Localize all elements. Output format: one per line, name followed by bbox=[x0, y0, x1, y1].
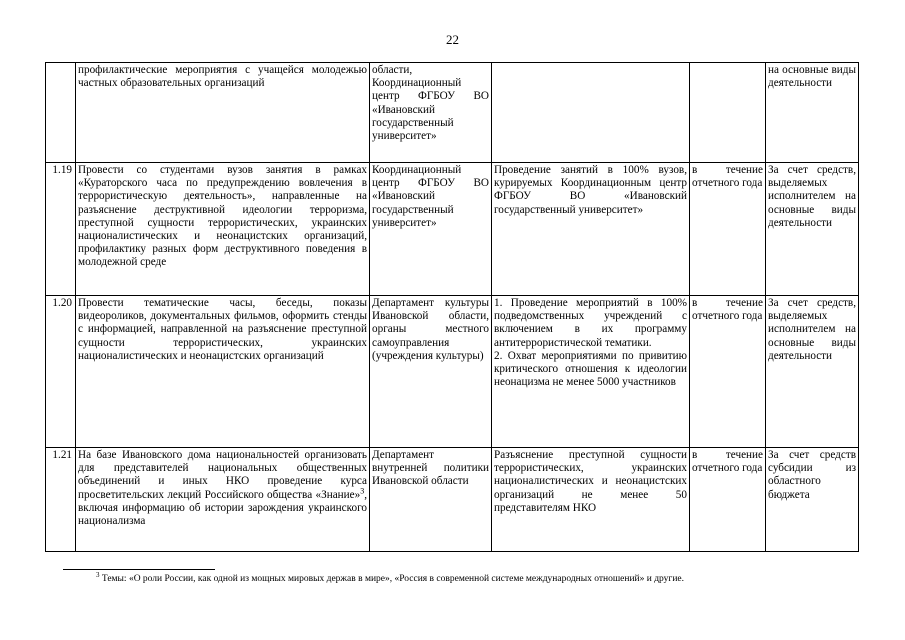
footnote-reference: 3 bbox=[360, 485, 365, 495]
executor-cell: области, Координационный центр ФГБОУ ВО «Ивановский государственный университет» bbox=[370, 63, 492, 163]
result-cell bbox=[492, 296, 690, 448]
task-cell bbox=[76, 448, 370, 552]
task-text: На базе Ивановского дома национальностей организовать для представителей национальных общественных объединений и иных НКО проведение курса просветительских лекций Российского общества «Знание» bbox=[78, 449, 367, 501]
footnote-mark: 3 bbox=[96, 570, 100, 579]
term-cell: в течение отчетного года bbox=[690, 296, 766, 448]
action-plan-table bbox=[45, 62, 859, 552]
result-item-1: 1. Проведение мероприятий в 100% подведомственных учреждений с включением в их программу антитеррористической тематики. bbox=[494, 297, 687, 349]
row-number: 1.19 bbox=[46, 163, 76, 296]
executor-cell: Департамент внутренней политики Ивановской области bbox=[370, 448, 492, 552]
row-number bbox=[46, 63, 76, 163]
executor-cell: Координационный центр ФГБОУ ВО «Ивановский государственный университет» bbox=[370, 163, 492, 296]
executor-cell: Департамент культуры Ивановской области, органы местного самоуправления (учреждения культуры) bbox=[370, 296, 492, 448]
result-item-2: 2. Охват мероприятиями по привитию критического отношения к идеологии неонацизма не менее 5000 участников bbox=[494, 349, 687, 389]
footnote-separator bbox=[63, 569, 215, 570]
funding-cell: За счет средств субсидии из областного бюджета bbox=[766, 448, 859, 552]
funding-cell: на основные виды деятельности bbox=[766, 63, 859, 163]
result-cell: Проведение занятий в 100% вузов, курируемых Координационным центр ФГБОУ ВО «Ивановский государственный университет» bbox=[492, 163, 690, 296]
page-number: 22 bbox=[446, 32, 459, 47]
funding-cell: За счет средств, выделяемых исполнителем на основные виды деятельности bbox=[766, 296, 859, 448]
table-row bbox=[46, 296, 859, 448]
table-row-continuation bbox=[46, 63, 859, 163]
result-cell: Разъяснение преступной сущности террористических, украинских националистических и неонацистских организаций не менее 50 представителям НКО bbox=[492, 448, 690, 552]
result-cell bbox=[492, 63, 690, 163]
table-row bbox=[46, 163, 859, 296]
task-cell: Провести тематические часы, беседы, показы видеороликов, документальных фильмов, оформить стенды с информацией, направленной на разъяснение преступной сущности террористических, украинских националистических и неонацистских организаций bbox=[76, 296, 370, 448]
task-cell: профилактические мероприятия с учащейся молодежью частных образовательных организаций bbox=[76, 63, 370, 163]
row-number: 1.21 bbox=[46, 448, 76, 552]
term-cell: в течение отчетного года bbox=[690, 448, 766, 552]
task-text-continued: , включая информацию об истории зарождения украинского национализма bbox=[78, 488, 367, 528]
task-cell: Провести со студентами вузов занятия в рамках «Кураторского часа по предупреждению вовлечения в террористическую деятельность», направленные на разъяснение деструктивной идеологии терроризма, преступной сущности террористических, украинских националистических и неонацистских организаций, профилактику разных форм деструктивного поведения в молодежной среде bbox=[76, 163, 370, 296]
funding-cell: За счет средств, выделяемых исполнителем на основные виды деятельности bbox=[766, 163, 859, 296]
footnote bbox=[96, 570, 685, 584]
footnote-text: Темы: «О роли России, как одной из мощных мировых держав в мире», «Россия в современной системе международных отношений» и другие. bbox=[99, 574, 685, 584]
term-cell: в течение отчетного года bbox=[690, 163, 766, 296]
table-row bbox=[46, 448, 859, 552]
row-number: 1.20 bbox=[46, 296, 76, 448]
term-cell bbox=[690, 63, 766, 163]
